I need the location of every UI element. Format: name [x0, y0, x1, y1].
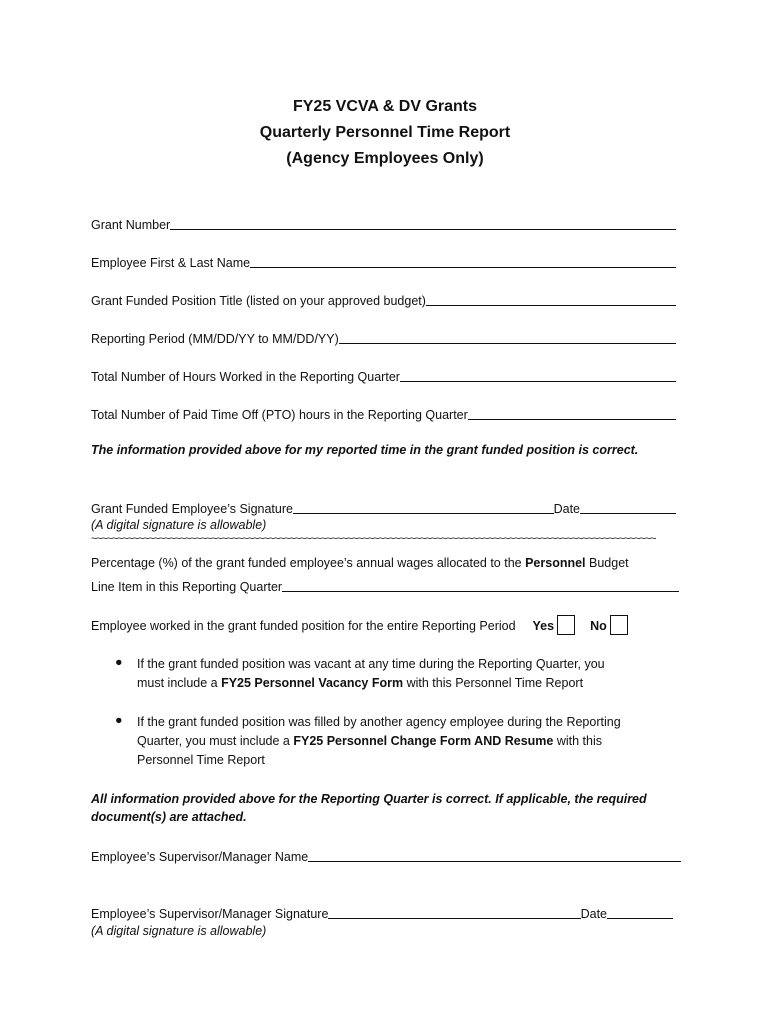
position-title-label: Grant Funded Position Title (listed on your approved budget): [91, 294, 426, 308]
supervisor-signature-note: (A digital signature is allowable): [91, 924, 267, 938]
certification2-line1: All information provided above for the Reporting Quarter is correct. If applicable, the required: [91, 792, 647, 806]
bullet-vacancy: [137, 655, 682, 693]
bullet-change-line1: If the grant funded position was filled by another agency employee during the Reporting: [137, 715, 621, 729]
bullet-vacancy-form-name: FY25 Personnel Vacancy Form: [221, 676, 404, 690]
bullet-icon: ●: [115, 713, 123, 727]
form-title-line3: (Agency Employees Only): [286, 150, 484, 167]
entire-period-label: Employee worked in the grant funded position for the entire Reporting Period: [91, 619, 516, 633]
pto-hours-label: Total Number of Paid Time Off (PTO) hours in the Reporting Quarter: [91, 408, 468, 422]
employee-signature-line[interactable]: [293, 501, 554, 514]
employee-name-label: Employee First & Last Name: [91, 256, 251, 270]
employee-date-label: Date: [553, 502, 580, 516]
reporting-period-label: Reporting Period (MM/DD/YY to MM/DD/YY): [91, 332, 339, 346]
employee-date-line[interactable]: [580, 501, 676, 514]
supervisor-name-field[interactable]: [91, 846, 681, 864]
tilde-separator: ~~~~~~~~~~~~~~~~~~~~~~~~~~~~~~~~~~~~~~~~~~~~~~~~~~~~~~~~~~~~~~~~~~~~~~~~~~~~~~~~~~~~~~~~~~~~~~~~~~~~~~~~~~~~: [91, 533, 656, 545]
yes-checkbox[interactable]: [557, 615, 575, 635]
employee-signature-field[interactable]: [91, 498, 676, 516]
supervisor-name-label: Employee’s Supervisor/Manager Name: [91, 850, 309, 864]
yes-label: Yes: [532, 619, 555, 633]
supervisor-date-label: Date: [580, 907, 607, 921]
grant-number-label: Grant Number: [91, 218, 171, 232]
total-hours-line[interactable]: [400, 369, 676, 382]
supervisor-signature-field[interactable]: [91, 903, 673, 921]
supervisor-signature-label: Employee’s Supervisor/Manager Signature: [91, 907, 329, 921]
form-title-line2: Quarterly Personnel Time Report: [259, 124, 511, 141]
percentage-line[interactable]: [282, 579, 679, 592]
bullet-change-line3: Personnel Time Report: [137, 753, 265, 767]
certification2-line2: document(s) are attached.: [91, 810, 247, 824]
pto-hours-line[interactable]: [468, 407, 676, 420]
total-hours-label: Total Number of Hours Worked in the Reporting Quarter: [91, 370, 400, 384]
percentage-label: Line Item in this Reporting Quarter: [91, 580, 283, 594]
employee-signature-note: (A digital signature is allowable): [91, 518, 267, 532]
bullet-change-form-name: FY25 Personnel Change Form AND Resume: [293, 734, 554, 748]
percentage-text-post: Budget: [585, 556, 629, 570]
bullet-change: [137, 713, 682, 770]
percentage-text-pre: Percentage (%) of the grant funded employee’s annual wages allocated to the: [91, 556, 526, 570]
percentage-field[interactable]: [91, 576, 679, 594]
bullet-icon: ●: [115, 655, 123, 669]
grant-number-field[interactable]: [91, 214, 676, 232]
position-title-line[interactable]: [426, 293, 676, 306]
employee-name-field[interactable]: [91, 252, 676, 270]
grant-number-line[interactable]: [170, 217, 676, 230]
percentage-line1: [91, 553, 629, 573]
percentage-text-bold: Personnel: [525, 556, 586, 570]
bullet-vacancy-line1: If the grant funded position was vacant at any time during the Reporting Quarter, you: [137, 657, 605, 671]
position-title-field[interactable]: [91, 290, 676, 308]
entire-period-question: [91, 615, 628, 636]
no-label: No: [590, 619, 607, 633]
bullet-vacancy-line2-pre: must include a: [137, 676, 222, 690]
bullet-change-line2-pre: Quarter, you must include a: [137, 734, 294, 748]
no-checkbox[interactable]: [610, 615, 628, 635]
bullet-vacancy-line2-post: with this Personnel Time Report: [403, 676, 584, 690]
reporting-period-line[interactable]: [339, 331, 676, 344]
supervisor-signature-line[interactable]: [328, 906, 580, 919]
supervisor-date-line[interactable]: [607, 906, 673, 919]
supervisor-name-line[interactable]: [308, 849, 681, 862]
pto-hours-field[interactable]: [91, 404, 676, 422]
bullet-change-line2-post: with this: [553, 734, 603, 748]
employee-name-line[interactable]: [250, 255, 676, 268]
total-hours-field[interactable]: [91, 366, 676, 384]
certification-statement: The information provided above for my reported time in the grant funded position is correct.: [91, 443, 639, 457]
reporting-period-field[interactable]: [91, 328, 676, 346]
employee-signature-label: Grant Funded Employee’s Signature: [91, 502, 293, 516]
form-title-line1: FY25 VCVA & DV Grants: [292, 98, 478, 115]
